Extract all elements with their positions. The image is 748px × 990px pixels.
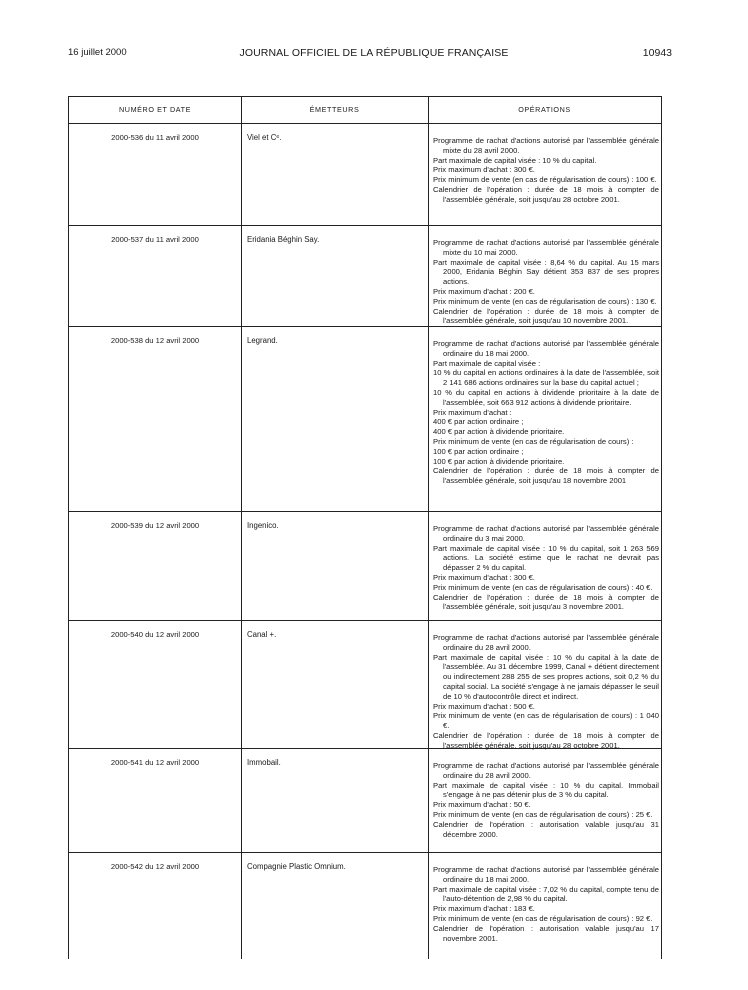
operation-paragraph: Programme de rachat d'actions autorisé par l'assemblée générale ordinaire du 28 avril 2000. bbox=[433, 633, 659, 652]
operation-paragraph: Prix maximum d'achat : 300 €. bbox=[433, 572, 535, 582]
operation-paragraph: Part maximale de capital visée : 10 % du capital à la date de l'assemblée. Au 31 décembre 1999, Canal + détient directement ou indirectement 288 255 de ses propres actions, soit 0,2 % du capital social. La société s'engage à ne jamais dépasser le seuil de 10 % d'autocontrôle direct et indirect. bbox=[433, 652, 659, 701]
cell-operations bbox=[433, 238, 659, 326]
operations-table bbox=[68, 96, 662, 959]
cell-numero-date: 2000-536 du 11 avril 2000 bbox=[111, 133, 199, 142]
cell-emetteur: Viel et Cᵉ. bbox=[247, 133, 282, 142]
operation-paragraph: Programme de rachat d'actions autorisé par l'assemblée générale ordinaire du 18 mai 2000. bbox=[433, 865, 659, 884]
operation-paragraph: Part maximale de capital visée : 10 % du capital. bbox=[433, 155, 597, 165]
operation-paragraph: Prix minimum de vente (en cas de régularisation de cours) : 40 €. bbox=[433, 582, 653, 592]
operation-paragraph: Prix maximum d'achat : 183 €. bbox=[433, 904, 535, 914]
operation-paragraph: 100 € par action à dividende prioritaire. bbox=[433, 456, 565, 466]
operation-paragraph: 10 % du capital en actions à dividende prioritaire à la date de l'assemblée, soit 663 912 actions à dividende prioritaire. bbox=[433, 387, 659, 407]
row-divider bbox=[69, 326, 661, 327]
row-divider bbox=[69, 748, 661, 749]
cell-emetteur: Immobail. bbox=[247, 758, 281, 767]
operation-paragraph: Prix minimum de vente (en cas de régularisation de cours) : 130 €. bbox=[433, 296, 657, 306]
operation-paragraph: Prix maximum d'achat : 300 €. bbox=[433, 165, 535, 175]
operation-paragraph: Programme de rachat d'actions autorisé par l'assemblée générale ordinaire du 3 mai 2000. bbox=[433, 524, 659, 543]
operation-paragraph: Part maximale de capital visée : 8,64 % du capital. Au 15 mars 2000, Eridania Béghin Say détient 353 837 de ses propres actions. bbox=[433, 257, 659, 287]
operation-paragraph: Prix minimum de vente (en cas de régularisation de cours) : 92 €. bbox=[433, 913, 653, 923]
operation-paragraph: Part maximale de capital visée : bbox=[433, 358, 541, 368]
operation-paragraph: Prix minimum de vente (en cas de régularisation de cours) : bbox=[433, 436, 634, 446]
operation-paragraph: Prix maximum d'achat : bbox=[433, 407, 512, 417]
operation-paragraph: Calendrier de l'opération : durée de 18 mois à compter de l'assemblée générale, soit jusqu'au 28 octobre 2001. bbox=[433, 730, 659, 750]
operation-paragraph: Programme de rachat d'actions autorisé par l'assemblée générale mixte du 10 mai 2000. bbox=[433, 238, 659, 257]
column-header-numero: NUMÉRO ET DATE bbox=[118, 105, 192, 114]
cell-numero-date: 2000-539 du 12 avril 2000 bbox=[110, 521, 200, 530]
page-number: 10943 bbox=[642, 47, 672, 59]
operation-paragraph: 10 % du capital en actions ordinaires à la date de l'assemblée, soit 2 141 686 actions ordinaires sur la base du capital actuel ; bbox=[433, 368, 659, 388]
header-divider bbox=[69, 123, 661, 124]
table-header-row bbox=[69, 97, 661, 123]
column-header-emetteurs: ÉMETTEURS bbox=[309, 105, 360, 114]
cell-operations bbox=[433, 339, 659, 486]
header-date: 16 juillet 2000 bbox=[68, 47, 127, 58]
operation-paragraph: Calendrier de l'opération : durée de 18 mois à compter de l'assemblée générale, soit jusqu'au 18 novembre 2001 bbox=[433, 466, 659, 486]
operation-paragraph: Part maximale de capital visée : 10 % du capital, soit 1 263 569 actions. La société estime que le rachat ne devrait pas dépasser 2 % du capital. bbox=[433, 543, 659, 573]
operation-paragraph: Calendrier de l'opération : autorisation valable jusqu'au 17 novembre 2001. bbox=[433, 923, 659, 943]
operation-paragraph: Programme de rachat d'actions autorisé par l'assemblée générale ordinaire du 28 avril 2000. bbox=[433, 761, 659, 780]
column-divider bbox=[241, 97, 242, 959]
operation-paragraph: 400 € par action à dividende prioritaire. bbox=[433, 427, 565, 437]
cell-numero-date: 2000-538 du 12 avril 2000 bbox=[110, 336, 200, 345]
cell-operations bbox=[433, 633, 659, 751]
operation-paragraph: Programme de rachat d'actions autorisé par l'assemblée générale ordinaire du 18 mai 2000. bbox=[433, 339, 659, 358]
cell-numero-date: 2000-540 du 12 avril 2000 bbox=[110, 630, 200, 639]
operation-paragraph: Programme de rachat d'actions autorisé par l'assemblée générale mixte du 28 avril 2000. bbox=[433, 136, 659, 155]
cell-numero-date: 2000-542 du 12 avril 2000 bbox=[110, 862, 200, 871]
column-header-operations: OPÉRATIONS bbox=[518, 105, 571, 114]
cell-operations bbox=[433, 136, 659, 205]
cell-operations bbox=[433, 761, 659, 839]
cell-emetteur: Ingenico. bbox=[247, 521, 279, 530]
journal-title: JOURNAL OFFICIEL DE LA RÉPUBLIQUE FRANÇAISE bbox=[239, 47, 509, 59]
operation-paragraph: 400 € par action ordinaire ; bbox=[433, 417, 524, 427]
operation-paragraph: Prix minimum de vente (en cas de régularisation de cours) : 25 €. bbox=[433, 809, 653, 819]
row-divider bbox=[69, 620, 661, 621]
row-divider bbox=[69, 225, 661, 226]
operation-paragraph: Part maximale de capital visée : 7,02 % du capital, compte tenu de l'auto-détention de 2,98 % du capital. bbox=[433, 884, 659, 904]
cell-emetteur: Compagnie Plastic Omnium. bbox=[247, 862, 346, 871]
operation-paragraph: Calendrier de l'opération : autorisation valable jusqu'au 31 décembre 2000. bbox=[433, 819, 659, 839]
row-divider bbox=[69, 852, 661, 853]
operation-paragraph: Calendrier de l'opération : durée de 18 mois à compter de l'assemblée générale, soit jusqu'au 28 octobre 2001. bbox=[433, 184, 659, 204]
operation-paragraph: Prix minimum de vente (en cas de régularisation de cours) : 1 040 €. bbox=[433, 711, 659, 731]
operation-paragraph: Calendrier de l'opération : durée de 18 mois à compter de l'assemblée générale, soit jusqu'au 3 novembre 2001. bbox=[433, 592, 659, 612]
cell-numero-date: 2000-541 du 12 avril 2000 bbox=[110, 758, 200, 767]
cell-operations bbox=[433, 524, 659, 612]
cell-emetteur: Legrand. bbox=[247, 336, 278, 345]
row-divider bbox=[69, 511, 661, 512]
operation-paragraph: Prix maximum d'achat : 200 €. bbox=[433, 286, 535, 296]
operation-paragraph: Part maximale de capital visée : 10 % du capital. Immobail s'engage à ne pas détenir plus de 3 % du capital. bbox=[433, 780, 659, 800]
cell-operations bbox=[433, 865, 659, 943]
cell-numero-date: 2000-537 du 11 avril 2000 bbox=[111, 235, 199, 244]
operation-paragraph: Calendrier de l'opération : durée de 18 mois à compter de l'assemblée générale, soit jusqu'au 10 novembre 2001. bbox=[433, 306, 659, 326]
column-divider bbox=[428, 97, 429, 959]
cell-emetteur: Eridania Béghin Say. bbox=[247, 235, 320, 244]
operation-paragraph: Prix maximum d'achat : 500 €. bbox=[433, 701, 535, 711]
operation-paragraph: Prix minimum de vente (en cas de régularisation de cours) : 100 €. bbox=[433, 175, 657, 185]
operation-paragraph: 100 € par action ordinaire ; bbox=[433, 446, 524, 456]
cell-emetteur: Canal +. bbox=[247, 630, 277, 639]
operation-paragraph: Prix maximum d'achat : 50 €. bbox=[433, 800, 531, 810]
